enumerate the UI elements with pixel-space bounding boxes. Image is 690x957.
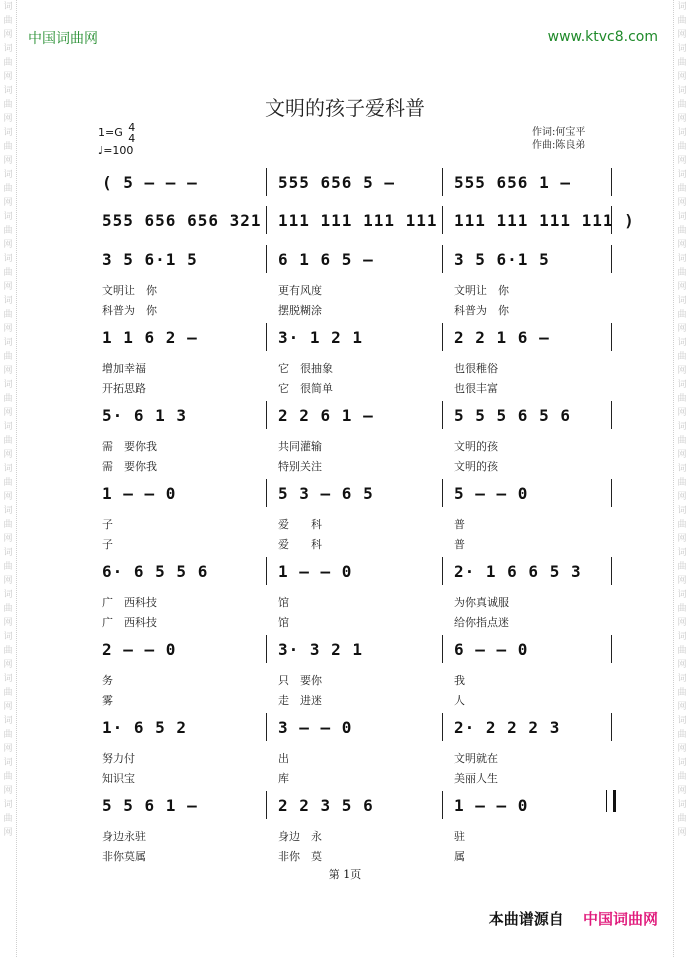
lyric-verse-1: 努力付 — [102, 752, 135, 765]
lyric-verse-2: 非你 莫 — [278, 850, 322, 863]
measure-notes: 5· 6 1 3 — [102, 406, 188, 425]
measure-notes: 2 2 6 1 – — [278, 406, 374, 425]
lyric-verse-2: 非你莫属 — [102, 850, 146, 863]
measure-notes: 2 2 3 5 6 — [278, 796, 374, 815]
bar-line — [442, 713, 443, 741]
lyric-verse-2: 广 西科技 — [102, 616, 157, 629]
lyric-verse-1: 广 西科技 — [102, 596, 157, 609]
measure-notes: 3· 3 2 1 — [278, 640, 364, 659]
lyric-verse-1: 爱 科 — [278, 518, 322, 531]
bar-line — [611, 557, 612, 585]
lyric-verse-2: 人 — [454, 694, 465, 707]
score-row — [98, 320, 618, 352]
song-title: 文明的孩子爱科普 — [265, 96, 425, 120]
bar-line — [266, 713, 267, 741]
lyric-verse-1: 身边永驻 — [102, 830, 146, 843]
time-top: 4 — [128, 121, 136, 134]
measure-notes: 5 5 5 6 5 6 — [454, 406, 571, 425]
lyric-verse-1: 文明让 你 — [102, 284, 157, 297]
lyric-verse-1: 它 很抽象 — [278, 362, 333, 375]
measure-notes: 3 5 6·1 5 — [102, 250, 198, 269]
score-row — [98, 632, 618, 664]
measure-notes: 3· 1 2 1 — [278, 328, 364, 347]
measure-notes: 1· 6 5 2 — [102, 718, 188, 737]
source-credit — [489, 908, 658, 929]
source-text: 本曲谱源自 — [488, 910, 564, 928]
lyric-verse-1: 普 — [454, 518, 465, 531]
bar-line — [611, 635, 612, 663]
score-row — [98, 476, 618, 508]
bar-line — [611, 713, 612, 741]
measure-notes: 3 5 6·1 5 — [454, 250, 550, 269]
score-row — [98, 165, 618, 197]
measure-notes: 2 2 1 6 – — [454, 328, 550, 347]
bar-line — [266, 245, 267, 273]
lyric-verse-2: 雾 — [102, 694, 113, 707]
lyric-verse-2: 子 — [102, 538, 113, 551]
lyric-verse-2: 科普为 你 — [454, 304, 509, 317]
lyric-verse-2: 它 很简单 — [278, 382, 333, 395]
site-name-left[interactable]: 中国词曲网 — [28, 31, 98, 47]
key-signature-block — [98, 122, 135, 157]
composer: 作曲:陈良弟 — [532, 140, 586, 151]
measure-notes: 6· 6 5 5 6 — [102, 562, 209, 581]
bar-line — [442, 479, 443, 507]
lyric-verse-2: 特别关注 — [278, 460, 322, 473]
score-row — [98, 203, 635, 235]
lyric-verse-2: 科普为 你 — [102, 304, 157, 317]
bar-line — [266, 323, 267, 351]
source-site-link[interactable]: 中国词曲网 — [582, 910, 658, 928]
score-row — [98, 242, 618, 274]
lyric-verse-2: 库 — [278, 772, 289, 785]
lyric-verse-2: 美丽人生 — [454, 772, 498, 785]
bar-line — [442, 635, 443, 663]
lyricist: 作词:何宝平 — [532, 127, 586, 138]
bar-line — [266, 557, 267, 585]
measure-notes: 1 – – 0 — [454, 796, 529, 815]
lyric-verse-2: 爱 科 — [278, 538, 322, 551]
lyric-verse-1: 共同灌输 — [278, 440, 322, 453]
score-row — [98, 554, 618, 586]
lyric-verse-1: 务 — [102, 674, 113, 687]
bar-line — [442, 323, 443, 351]
lyric-verse-1: 身边 永 — [278, 830, 322, 843]
bar-line — [442, 791, 443, 819]
score-row — [98, 788, 618, 820]
lyric-verse-2: 属 — [454, 850, 465, 863]
lyric-verse-1: 需 要你我 — [102, 440, 157, 453]
lyric-verse-1: 馆 — [278, 596, 289, 609]
lyric-verse-1: 出 — [278, 752, 289, 765]
measure-notes: 1 – – 0 — [278, 562, 353, 581]
bar-line — [266, 401, 267, 429]
measure-notes: 2· 1 6 6 5 3 — [454, 562, 582, 581]
measure-notes: 555 656 5 – — [278, 173, 395, 192]
right-watermark-strip: 词曲网词曲网词曲网词曲网词曲网词曲网词曲网词曲网词曲网词曲网词曲网词曲网词曲网词曲网词曲网词曲网词曲网词曲网词曲网词曲网 — [673, 0, 690, 957]
lyric-verse-2: 文明的孩 — [454, 460, 498, 473]
bar-line — [611, 479, 612, 507]
bar-line — [266, 791, 267, 819]
measure-notes: 111 111 111 111 — [278, 211, 438, 230]
measure-notes: 555 656 1 – — [454, 173, 571, 192]
bar-line — [611, 323, 612, 351]
lyric-verse-2: 走 进迷 — [278, 694, 322, 707]
lyric-verse-1: 子 — [102, 518, 113, 531]
bar-line — [266, 635, 267, 663]
score-row — [98, 710, 618, 742]
measure-notes: 6 1 6 5 – — [278, 250, 374, 269]
bar-line — [611, 168, 612, 196]
lyric-verse-2: 需 要你我 — [102, 460, 157, 473]
measure-notes: ( 5 – – – — [102, 173, 198, 192]
measure-notes: 5 – – 0 — [454, 484, 529, 503]
bar-line — [442, 168, 443, 196]
lyric-verse-2: 摆脱糊涂 — [278, 304, 322, 317]
lyric-verse-2: 给你指点迷 — [454, 616, 509, 629]
lyric-verse-2: 开拓思路 — [102, 382, 146, 395]
left-watermark-strip: 词曲网词曲网词曲网词曲网词曲网词曲网词曲网词曲网词曲网词曲网词曲网词曲网词曲网词曲网词曲网词曲网词曲网词曲网词曲网词曲网 — [0, 0, 17, 957]
bar-line — [442, 557, 443, 585]
page-number: 第 1页 — [328, 868, 362, 881]
bar-line — [266, 479, 267, 507]
bar-line — [442, 206, 443, 234]
lyric-verse-1: 为你真诚服 — [454, 596, 509, 609]
measure-notes: 5 3 – 6 5 — [278, 484, 374, 503]
bar-line — [442, 245, 443, 273]
measure-notes: 555 656 656 321 — [102, 211, 262, 230]
bar-line — [611, 401, 612, 429]
lyric-verse-1: 文明的孩 — [454, 440, 498, 453]
bar-line — [266, 206, 267, 234]
bar-line — [611, 245, 612, 273]
lyric-verse-2: 馆 — [278, 616, 289, 629]
measure-notes: 1 – – 0 — [102, 484, 177, 503]
measure-notes: 6 – – 0 — [454, 640, 529, 659]
lyric-verse-2: 普 — [454, 538, 465, 551]
time-signature — [128, 122, 135, 144]
site-url-right[interactable]: www.ktvc8.com — [547, 29, 658, 45]
lyric-verse-1: 增加幸福 — [102, 362, 146, 375]
score-row — [98, 398, 618, 430]
key-label: 1=G — [98, 126, 123, 139]
bar-line — [442, 401, 443, 429]
measure-notes: 2· 2 2 2 3 — [454, 718, 561, 737]
measure-notes: 5 5 6 1 – — [102, 796, 198, 815]
lyric-verse-1: 也很稚俗 — [454, 362, 498, 375]
lyric-verse-1: 驻 — [454, 830, 465, 843]
lyric-verse-2: 也很丰富 — [454, 382, 498, 395]
time-bottom: 4 — [128, 132, 136, 145]
lyric-verse-1: 文明就在 — [454, 752, 498, 765]
measure-notes: 1 1 6 2 – — [102, 328, 198, 347]
lyric-verse-1: 文明让 你 — [454, 284, 509, 297]
measure-notes: 2 – – 0 — [102, 640, 177, 659]
repeat-end-sign — [606, 790, 616, 812]
measure-notes: 3 – – 0 — [278, 718, 353, 737]
lyric-verse-1: 只 要你 — [278, 674, 322, 687]
lyric-verse-1: 更有风度 — [278, 284, 322, 297]
tempo-mark: ♩=100 — [98, 144, 134, 157]
lyric-verse-1: 我 — [454, 674, 465, 687]
bar-line — [266, 168, 267, 196]
measure-notes: 111 111 111 111 ) — [454, 211, 635, 230]
lyric-verse-2: 知识宝 — [102, 772, 135, 785]
credits — [532, 126, 585, 152]
